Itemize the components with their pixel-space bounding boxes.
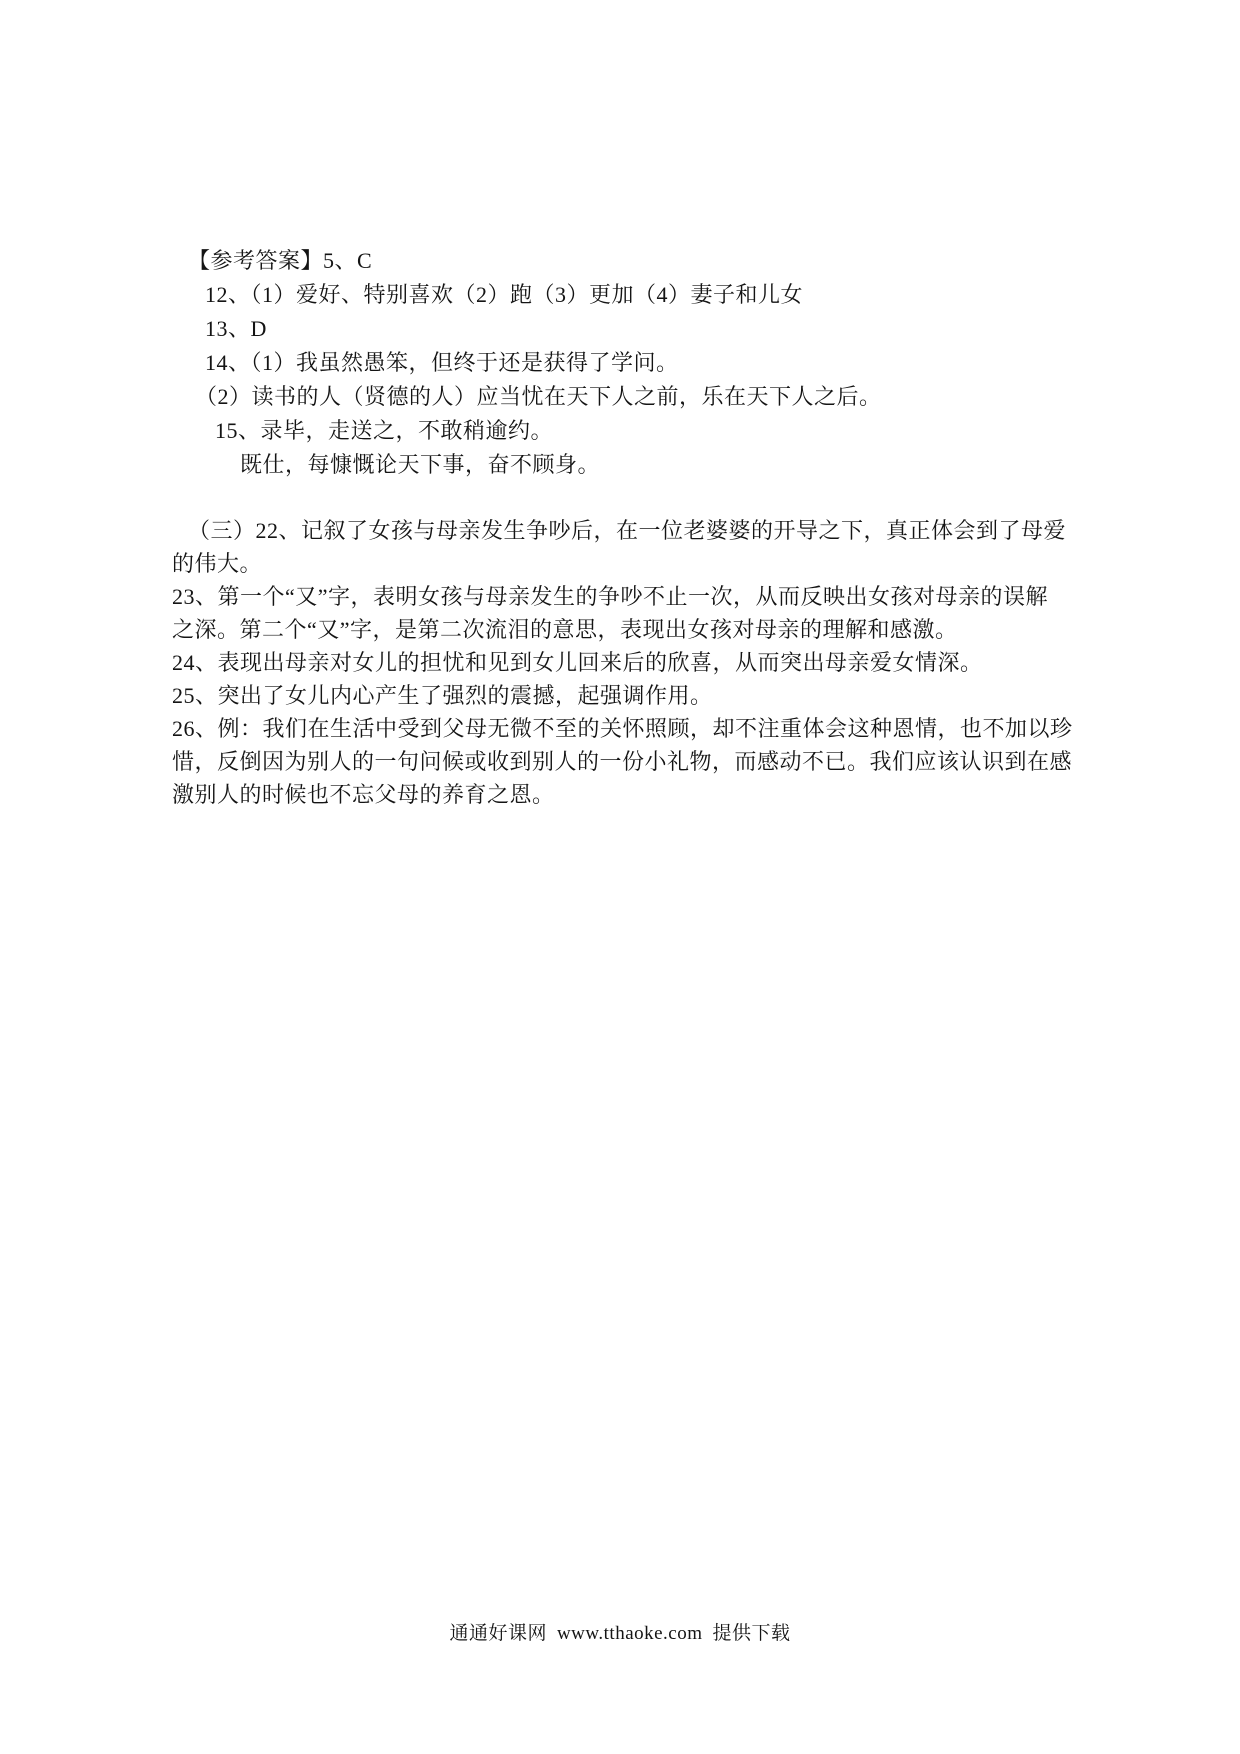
footer-url: www.tthaoke.com [556, 1623, 703, 1644]
answer-line: 既仕，每慷慨论天下事，奋不顾身。 [240, 452, 601, 477]
answer-line: 激别人的时候也不忘父母的养育之恩。 [172, 782, 555, 807]
answer-line: 的伟大。 [172, 551, 263, 576]
answer-line: 13、D [205, 316, 267, 341]
answer-line: 26、例：我们在生活中受到父母无微不至的关怀照顾，却不注重体会这种恩情，也不加以珍 [172, 716, 1073, 741]
section-gap [172, 482, 1082, 514]
answer-line: 24、表现出母亲对女儿的担忧和见到女儿回来后的欣喜，从而突出母亲爱女情深。 [172, 650, 983, 675]
answer-line: 【参考答案】5、C [188, 248, 373, 273]
answer-line: 之深。第二个“又”字，是第二次流泪的意思，表现出女孩对母亲的理解和感激。 [172, 617, 958, 642]
answer-line: 15、录毕，走送之，不敢稍逾约。 [215, 418, 554, 443]
footer-site-name: 通通好课网 [449, 1623, 547, 1644]
answer-line: 惜，反倒因为别人的一句问候或收到别人的一份小礼物，而感动不已。我们应该认识到在感 [172, 749, 1073, 774]
answer-line: （2）读书的人（贤德的人）应当忧在天下人之前，乐在天下人之后。 [195, 384, 882, 409]
page-footer [0, 1622, 1240, 1646]
answer-line: 23、第一个“又”字，表明女孩与母亲发生的争吵不止一次，从而反映出女孩对母亲的误解 [172, 584, 1049, 609]
footer-suffix: 提供下载 [712, 1623, 791, 1644]
reading-answers-section [172, 514, 1082, 811]
answer-line: （三）22、记叙了女孩与母亲发生争吵后，在一位老婆婆的开导之下，真正体会到了母爱 [188, 518, 1067, 543]
answer-key-content [172, 244, 1082, 811]
answer-line: 25、突出了女儿内心产生了强烈的震撼，起强调作用。 [172, 683, 713, 708]
fill-answers-section [172, 244, 1082, 482]
answer-line: 14、（1）我虽然愚笨，但终于还是获得了学问。 [205, 350, 679, 375]
answer-line: 12、（1）爱好、特别喜欢（2）跑（3）更加（4）妻子和儿女 [205, 282, 804, 307]
